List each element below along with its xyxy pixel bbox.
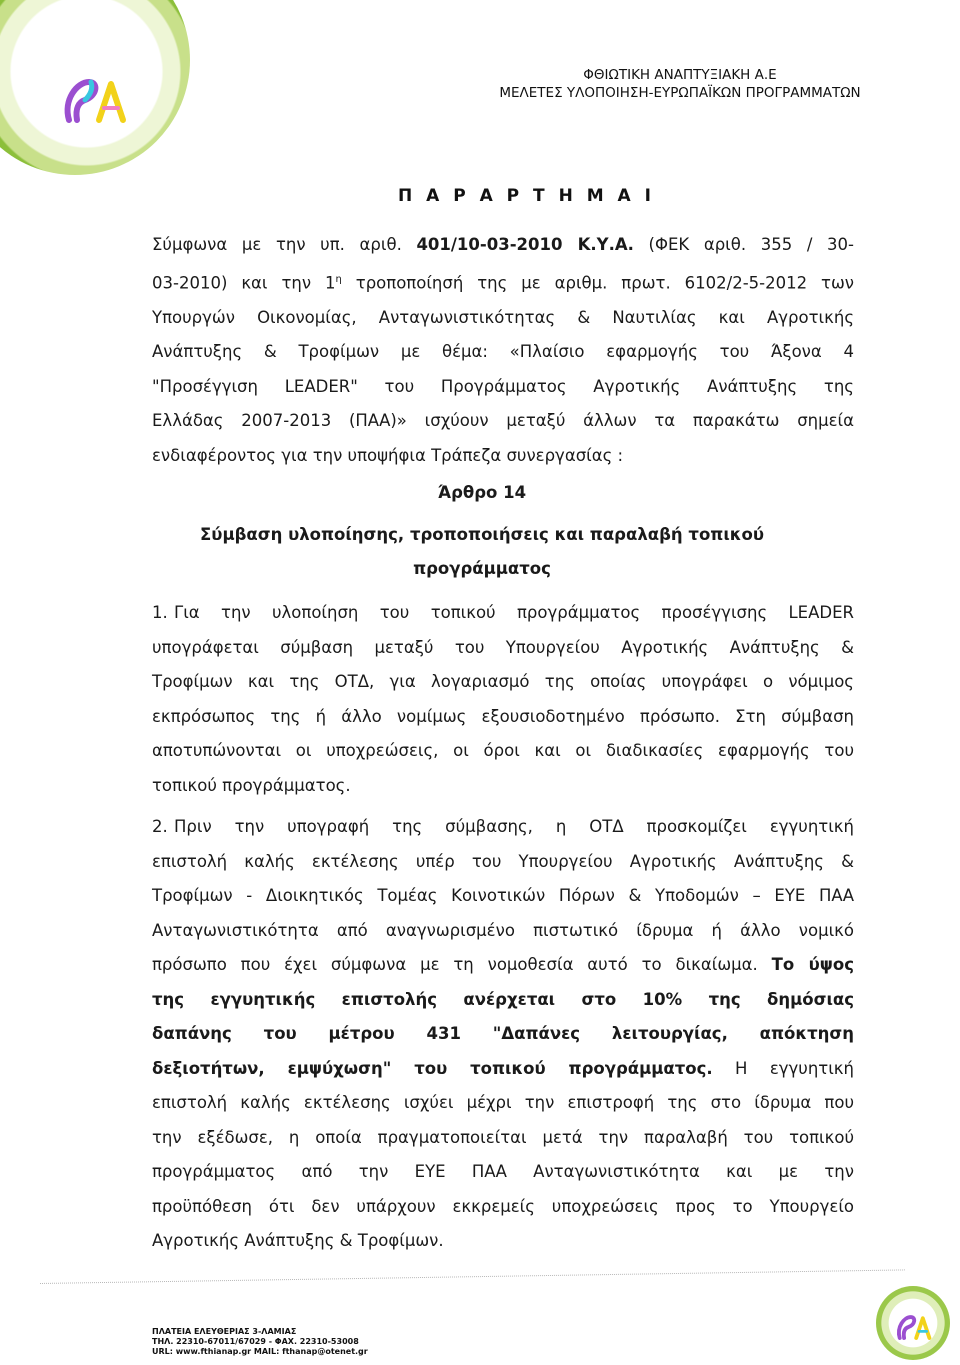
company-logo-small-icon	[892, 1310, 936, 1344]
point-2-line-5: πρόσωπο που έχει σύμφωνα με τη νομοθεσία αυτό το δικαίωμα. Το ύψος	[152, 955, 854, 974]
point-1	[152, 596, 854, 803]
footer-divider	[40, 1269, 905, 1284]
intro-line-4: Ανάπτυξης & Τροφίμων με θέμα: «Πλαίσιο εφαρμογής του Άξονα 4	[152, 342, 854, 361]
article-subtitle	[152, 518, 812, 586]
article-subtitle-line-1: Σύμβαση υλοποίησης, τροποποιήσεις και παραλαβή τοπικού	[200, 525, 764, 544]
point-2-line-1: 2. Πριν την υπογραφή της σύμβασης, η ΟΤΔ προσκομίζει εγγυητική	[152, 817, 854, 836]
point-2-line-3: Τροφίμων - Διοικητικός Τομέας Κοινοτικών Πόρων & Υποδομών – ΕΥΕ ΠΑΑ	[152, 886, 854, 905]
footer-phones: ΤΗΛ. 22310-67011/67029 - ΦΑΧ. 22310-53008	[152, 1337, 359, 1346]
point-1-line-3: Τροφίμων και της ΟΤΔ, για λογαριασμό της οποίας υπογράφει ο νόμιμος	[152, 672, 854, 691]
intro-line-3: Υπουργών Οικονομίας, Ανταγωνιστικότητας & Ναυτιλίας και Αγροτικής	[152, 307, 854, 327]
point-2-line-12: προϋπόθεση ότι δεν υπάρχουν εκκρεμείς υποχρεώσεις προς το Υπουργείο	[152, 1196, 854, 1216]
point-2-line-7: δαπάνης του μέτρου 431 "Δαπάνες λειτουργίας, απόκτηση	[152, 1024, 854, 1043]
point-1-line-5: αποτυπώνονται οι υποχρεώσεις, οι όροι και οι διαδικασίες εφαρμογής του	[152, 741, 854, 760]
article-subtitle-line-2: προγράμματος	[413, 559, 551, 578]
point-2-line-10: την εξέδωσε, η οποία πραγματοποιείται μετά την παραλαβή του τοπικού	[152, 1127, 854, 1147]
intro-line-2: 03-2010) και την $1^\eta$ τροποποίησή της με αριθμ. πρωτ. 6102/2-5-2012 των	[152, 273, 854, 292]
intro-line-7: ενδιαφέροντος για την υποψήφια Τράπεζα συνεργασίας :	[152, 445, 624, 465]
point-2-line-11: προγράμματος από την ΕΥΕ ΠΑΑ Ανταγωνιστικότητα και με την	[152, 1162, 854, 1181]
annex-title: Π Α Ρ Α Ρ Τ Η Μ Α Ι	[398, 186, 655, 206]
intro-paragraph	[152, 228, 854, 473]
point-2	[152, 810, 854, 1259]
point-1-line-2: υπογράφεται σύμβαση μεταξύ του Υπουργείου Αγροτικής Ανάπτυξης &	[152, 637, 854, 657]
footer-contact	[152, 1327, 368, 1357]
point-2-line-8: δεξιοτήτων, εμψύχωση" του τοπικού προγράμματος. Η εγγυητική	[152, 1058, 854, 1078]
point-2-line-13: Αγροτικής Ανάπτυξης & Τροφίμων.	[152, 1231, 444, 1250]
point-1-line-4: εκπρόσωπος της ή άλλο νομίμως εξουσιοδοτημένο πρόσωπο. Στη σύμβαση	[152, 706, 854, 726]
footer-web-mail: URL: www.fthianap.gr MAIL: fthanap@otenet.gr	[152, 1347, 368, 1356]
org-tagline: ΜΕΛΕΤΕΣ ΥΛΟΠΟΙΗΣΗ-ΕΥΡΩΠΑΪΚΩΝ ΠΡΟΓΡΑΜΜΑΤΩΝ	[499, 85, 861, 101]
intro-line-6: Ελλάδας 2007-2013 (ΠΑΑ)» ισχύουν μεταξύ άλλων τα παρακάτω σημεία	[152, 411, 854, 430]
article-title: Άρθρο 14	[437, 483, 527, 502]
footer-address: ΠΛΑΤΕΙΑ ΕΛΕΥΘΕΡΙΑΣ 3-ΛΑΜΙΑΣ	[152, 1327, 297, 1336]
point-2-line-9: επιστολή καλής εκτέλεσης ισχύει μέχρι την επιστροφή της στο ίδρυμα που	[152, 1093, 854, 1112]
intro-line-1: Σύμφωνα με την υπ. αριθ. 401/10-03-2010 Κ.Υ.Α. (ΦΕΚ αριθ. 355 / 30-	[152, 235, 855, 254]
point-2-line-6: της εγγυητικής επιστολής ανέρχεται στο 10% της δημόσιας	[152, 989, 854, 1009]
point-2-line-2: επιστολή καλής εκτέλεσης υπέρ του Υπουργείου Αγροτικής Ανάπτυξης &	[152, 851, 854, 871]
point-1-line-1: 1. Για την υλοποίηση του τοπικού προγράμματος προσέγγισης LEADER	[152, 603, 854, 622]
company-logo-icon	[55, 70, 135, 130]
header-organization	[420, 66, 940, 102]
point-2-line-4: Ανταγωνιστικότητα από αναγνωρισμένο πιστωτικό ίδρυμα ή άλλο νομικό	[152, 920, 854, 940]
point-1-line-6: τοπικού προγράμματος.	[152, 775, 351, 795]
intro-line-5: "Προσέγγιση LEADER" του Προγράμματος Αγροτικής Ανάπτυξης της	[152, 376, 854, 396]
org-name: ΦΘΙΩΤΙΚΗ ΑΝΑΠΤΥΞΙΑΚΗ Α.Ε	[583, 67, 777, 83]
